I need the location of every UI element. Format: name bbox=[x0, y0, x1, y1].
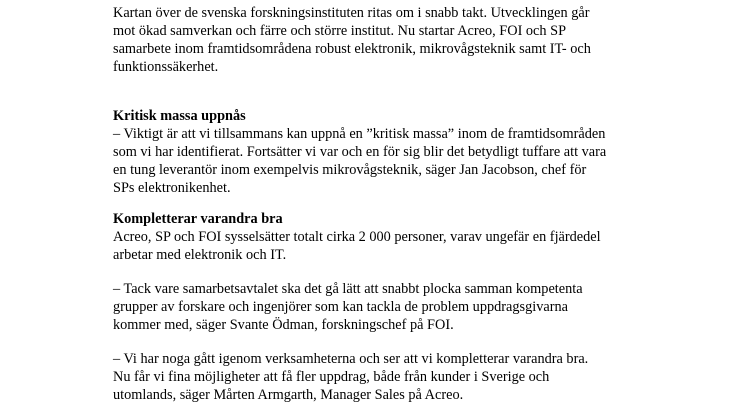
intro-paragraph bbox=[113, 4, 653, 76]
quote-line: – Vi har noga gått igenom verksamheterna och ser att vi kompletterar varandra bra. bbox=[113, 351, 589, 367]
section-kritisk-massa bbox=[113, 107, 653, 197]
section-line: arbetar med elektronik och IT. bbox=[113, 247, 287, 263]
quote-line: grupper av forskare och ingenjörer som kan tackla de problem uppdragsgivarna bbox=[113, 299, 568, 315]
quote-line: – Tack vare samarbetsavtalet ska det gå lätt att snabbt plocka samman kompetenta bbox=[113, 281, 583, 297]
section-line: en tung leverantör inom exempelvis mikrovågsteknik, säger Jan Jacobson, chef för bbox=[113, 162, 587, 178]
quote-line: kommer med, säger Svante Ödman, forskningschef på FOI. bbox=[113, 317, 454, 333]
intro-line: samarbete inom framtidsområdena robust elektronik, mikrovågsteknik samt IT- och bbox=[113, 41, 591, 57]
section-heading: Kritisk massa uppnås bbox=[113, 108, 246, 124]
section-line: – Viktigt är att vi tillsammans kan uppnå en ”kritisk massa” inom de framtidsområden bbox=[113, 126, 606, 142]
section-kompletterar bbox=[113, 210, 653, 264]
intro-line: Kartan över de svenska forskningsinstituten ritas om i snabb takt. Utvecklingen går bbox=[113, 5, 590, 21]
quote-marten-armgarth bbox=[113, 350, 653, 404]
intro-line: mot ökad samverkan och färre och större institut. Nu startar Acreo, FOI och SP bbox=[113, 23, 567, 39]
quote-svante-odman bbox=[113, 280, 653, 334]
quote-line: Nu får vi fina möjligheter att få fler uppdrag, både från kunder i Sverige och bbox=[113, 369, 550, 385]
intro-line: funktionssäkerhet. bbox=[113, 59, 219, 75]
section-line: Acreo, SP och FOI sysselsätter totalt cirka 2 000 personer, varav ungefär en fjärdedel bbox=[113, 229, 601, 245]
section-line: som vi har identifierat. Fortsätter vi var och en för sig blir det betydligt tuffare att vara bbox=[113, 144, 607, 160]
section-heading: Kompletterar varandra bra bbox=[113, 211, 283, 227]
section-line: SPs elektronikenhet. bbox=[113, 180, 231, 196]
quote-line: utomlands, säger Mårten Armgarth, Manager Sales på Acreo. bbox=[113, 387, 464, 403]
